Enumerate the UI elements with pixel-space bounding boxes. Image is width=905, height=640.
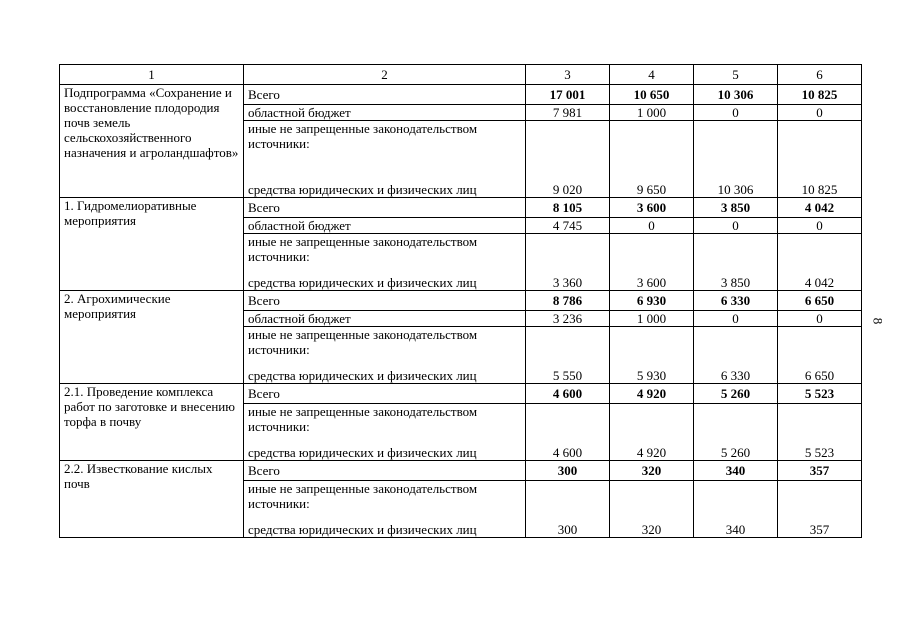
value-cell: 1 000 [610,311,694,327]
header-cell: 3 [526,65,610,85]
funding-source [244,234,526,291]
table-row [60,198,862,218]
funding-source: Всего [244,384,526,404]
value-cell: 3 600 [610,198,694,218]
value-cell: 10 825 [778,121,862,198]
section-name: Подпрограмма «Сохранение и восстановление плодородия почв земель сельскохозяйственного назначения и агроландшафтов» [60,85,244,198]
value-cell: 4 920 [610,384,694,404]
value-cell: 300 [526,461,610,481]
funding-source [244,327,526,384]
funding-source: Всего [244,85,526,105]
value-cell: 10 306 [694,121,778,198]
header-cell: 2 [244,65,526,85]
value-cell: 3 360 [526,234,610,291]
other-sources-label: иные не запрещенные законодательством источники: [248,327,478,357]
header-cell: 5 [694,65,778,85]
value-cell: 7 981 [526,105,610,121]
value-cell: 6 930 [610,291,694,311]
header-row [60,65,862,85]
value-cell: 0 [778,218,862,234]
value-cell: 8 786 [526,291,610,311]
other-sources-label: иные не запрещенные законодательством источники: [248,121,478,151]
table-row [60,85,862,105]
value-cell: 3 600 [610,234,694,291]
value-cell: 0 [778,105,862,121]
legal-entities-label: средства юридических и физических лиц [248,368,477,383]
funding-source [244,481,526,538]
value-cell: 9 020 [526,121,610,198]
financing-table [59,64,862,538]
value-cell: 3 850 [694,234,778,291]
table-row [60,291,862,311]
funding-source: областной бюджет [244,105,526,121]
value-cell: 340 [694,481,778,538]
value-cell: 320 [610,461,694,481]
value-cell: 0 [694,105,778,121]
value-cell: 6 330 [694,327,778,384]
section-name: 1. Гидромелиоративные мероприятия [60,198,244,291]
value-cell: 10 306 [694,85,778,105]
funding-source: Всего [244,198,526,218]
value-cell: 4 920 [610,404,694,461]
value-cell: 340 [694,461,778,481]
value-cell: 357 [778,481,862,538]
value-cell: 5 550 [526,327,610,384]
other-sources-label: иные не запрещенные законодательством источники: [248,234,478,264]
header-cell: 1 [60,65,244,85]
value-cell: 4 600 [526,404,610,461]
value-cell: 0 [778,311,862,327]
value-cell: 0 [610,218,694,234]
value-cell: 5 523 [778,404,862,461]
value-cell: 357 [778,461,862,481]
value-cell: 4 042 [778,198,862,218]
legal-entities-label: средства юридических и физических лиц [248,182,477,197]
value-cell: 4 042 [778,234,862,291]
legal-entities-label: средства юридических и физических лиц [248,522,477,537]
table-row [60,461,862,481]
page-number: 8 [870,317,886,325]
value-cell: 10 650 [610,85,694,105]
header-cell: 6 [778,65,862,85]
funding-source [244,404,526,461]
legal-entities-label: средства юридических и физических лиц [248,275,477,290]
value-cell: 5 930 [610,327,694,384]
value-cell: 4 745 [526,218,610,234]
funding-source: Всего [244,461,526,481]
value-cell: 6 330 [694,291,778,311]
value-cell: 300 [526,481,610,538]
value-cell: 3 850 [694,198,778,218]
value-cell: 6 650 [778,291,862,311]
other-sources-label: иные не запрещенные законодательством источники: [248,481,478,511]
value-cell: 1 000 [610,105,694,121]
other-sources-label: иные не запрещенные законодательством источники: [248,404,478,434]
value-cell: 17 001 [526,85,610,105]
funding-source: Всего [244,291,526,311]
value-cell: 5 523 [778,384,862,404]
value-cell: 0 [694,218,778,234]
funding-source [244,121,526,198]
table-row [60,384,862,404]
section-name: 2.2. Известкование кислых почв [60,461,244,538]
value-cell: 8 105 [526,198,610,218]
value-cell: 9 650 [610,121,694,198]
value-cell: 6 650 [778,327,862,384]
value-cell: 320 [610,481,694,538]
value-cell: 0 [694,311,778,327]
section-name: 2.1. Проведение комплекса работ по заготовке и внесению торфа в почву [60,384,244,461]
value-cell: 3 236 [526,311,610,327]
value-cell: 10 825 [778,85,862,105]
header-cell: 4 [610,65,694,85]
funding-source: областной бюджет [244,218,526,234]
section-name: 2. Агрохимические мероприятия [60,291,244,384]
funding-source: областной бюджет [244,311,526,327]
value-cell: 5 260 [694,384,778,404]
value-cell: 5 260 [694,404,778,461]
legal-entities-label: средства юридических и физических лиц [248,445,477,460]
value-cell: 4 600 [526,384,610,404]
